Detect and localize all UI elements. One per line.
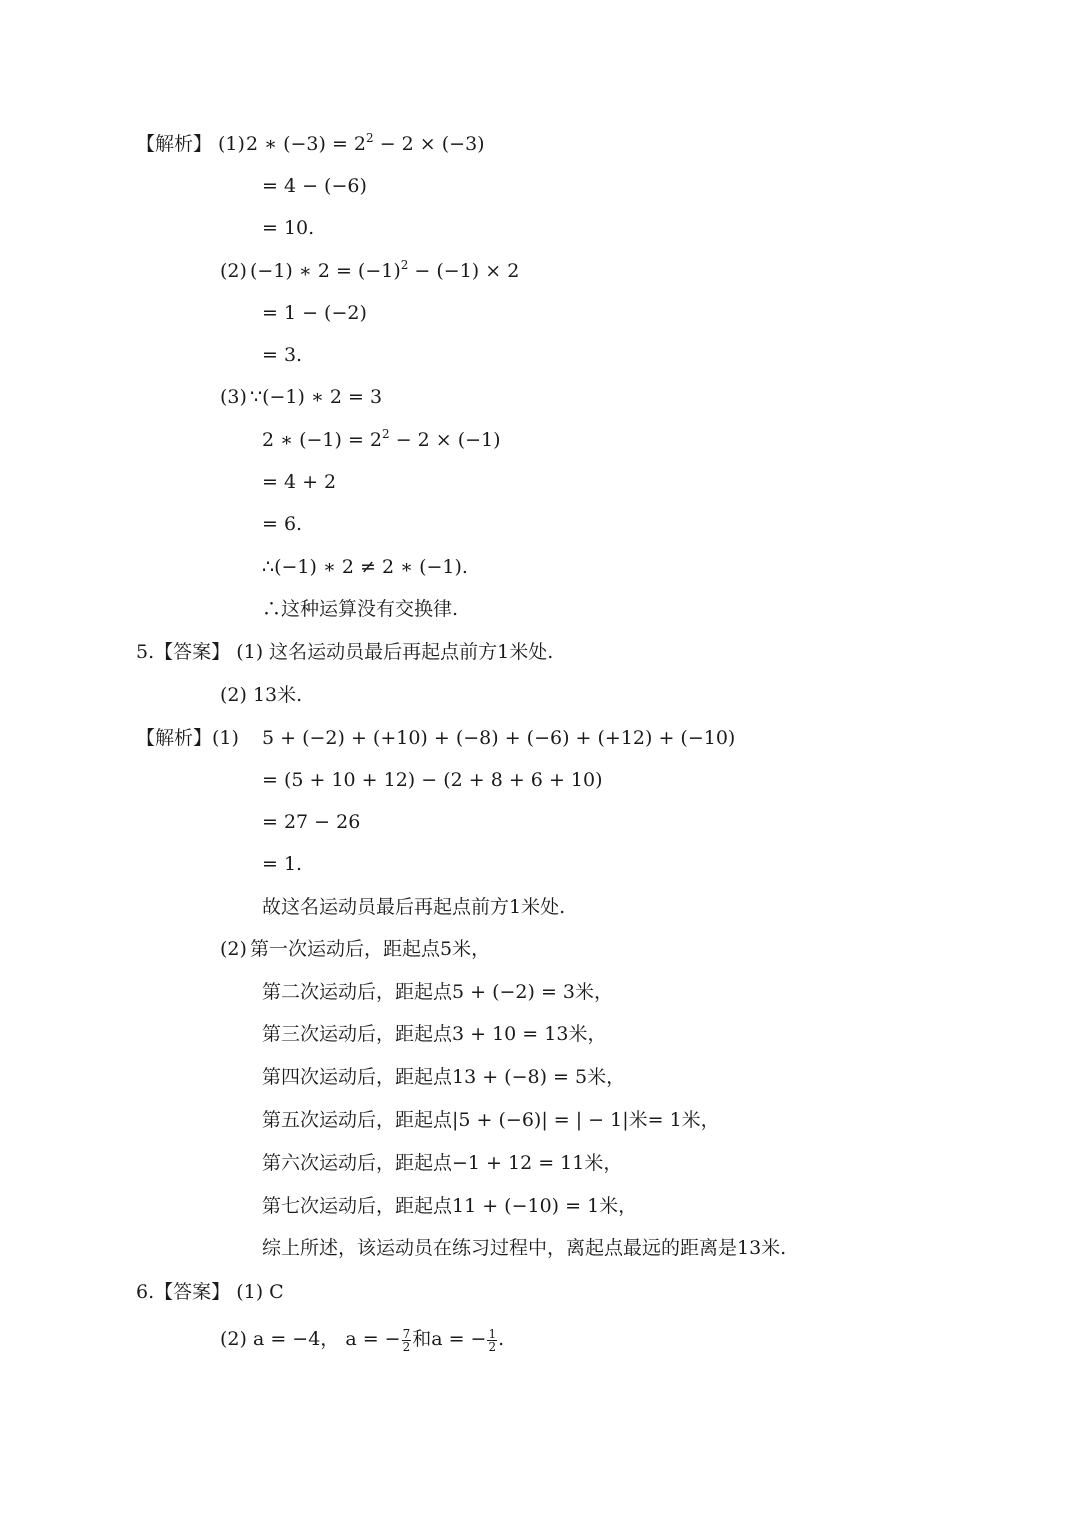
- fraction: $\frac{1}{2}$: [488, 1326, 497, 1354]
- equation-line: = 1 − (−2): [262, 302, 367, 324]
- analysis-label: 【解析】: [136, 133, 213, 155]
- step-line: 第五次运动后，距起点|5 + (−6)| = | − 1|米= 1米，: [262, 1109, 720, 1131]
- equation-line: = 4 + 2: [262, 471, 337, 493]
- conclusion-line: ∴这种运算没有交换律.: [262, 598, 459, 620]
- equation-line: = 27 − 26: [262, 811, 361, 833]
- equation-line: = 10.: [262, 217, 315, 239]
- answer-line: (2) 13米.: [220, 684, 303, 706]
- step-line: 第六次运动后，距起点−1 + 12 = 11米，: [262, 1152, 623, 1174]
- step-line: 第一次运动后，距起点5米，: [250, 938, 491, 960]
- part-2-label: (2): [220, 938, 247, 960]
- equation-line: 5 + (−2) + (+10) + (−8) + (−6) + (+12) + (−10): [262, 727, 736, 749]
- equation-line: = 6.: [262, 513, 303, 535]
- equation-line: = 1.: [262, 853, 303, 875]
- part-3-label: (3): [220, 386, 247, 408]
- equation-line: = 4 − (−6): [262, 175, 367, 197]
- step-line: 第七次运动后，距起点11 + (−10) = 1米，: [262, 1195, 638, 1217]
- equation-line: 2 ∗ $(-3) = 2^2 - 2 \times (-3)$: [246, 131, 485, 155]
- step-line: 第二次运动后，距起点5 + (−2) = 3米，: [262, 981, 614, 1003]
- conclusion-line: 故这名运动员最后再起点前方1米处.: [262, 896, 566, 918]
- question-6-answer: 6.【答案】 (1) C: [136, 1281, 284, 1303]
- equation-line: = (5 + 10 + 12) − (2 + 8 + 6 + 10): [262, 769, 603, 791]
- part-1-label: (1): [218, 133, 245, 155]
- part-2-label: (2): [220, 260, 247, 282]
- answer-line: (2) a = −4， a = − $\frac{7}{2}$ 和a = − $\frac{1}{2}$ .: [220, 1326, 505, 1354]
- fraction: $\frac{7}{2}$: [402, 1326, 411, 1354]
- analysis-label: 【解析】(1): [136, 727, 239, 749]
- step-line: 第四次运动后，距起点13 + (−8) = 5米，: [262, 1066, 626, 1088]
- equation-line: 2 ∗ $(-1) = 2^2 - 2 \times (-1)$: [262, 427, 501, 451]
- equation-line: ∵(−1) ∗ 2 = 3: [250, 386, 383, 408]
- conclusion-line: 综上所述，该运动员在练习过程中，离起点最远的距离是13米.: [262, 1237, 787, 1259]
- step-line: 第三次运动后，距起点3 + 10 = 13米，: [262, 1023, 607, 1045]
- equation-line: (−1) ∗ $2 = (-1)^2 - (-1) \times 2$: [250, 258, 520, 282]
- question-5-answer: 5.【答案】 (1) 这名运动员最后再起点前方1米处.: [136, 641, 554, 663]
- equation-line: = 3.: [262, 344, 303, 366]
- equation-line: ∴(−1) ∗ 2 ≠ 2 ∗ (−1).: [262, 556, 468, 578]
